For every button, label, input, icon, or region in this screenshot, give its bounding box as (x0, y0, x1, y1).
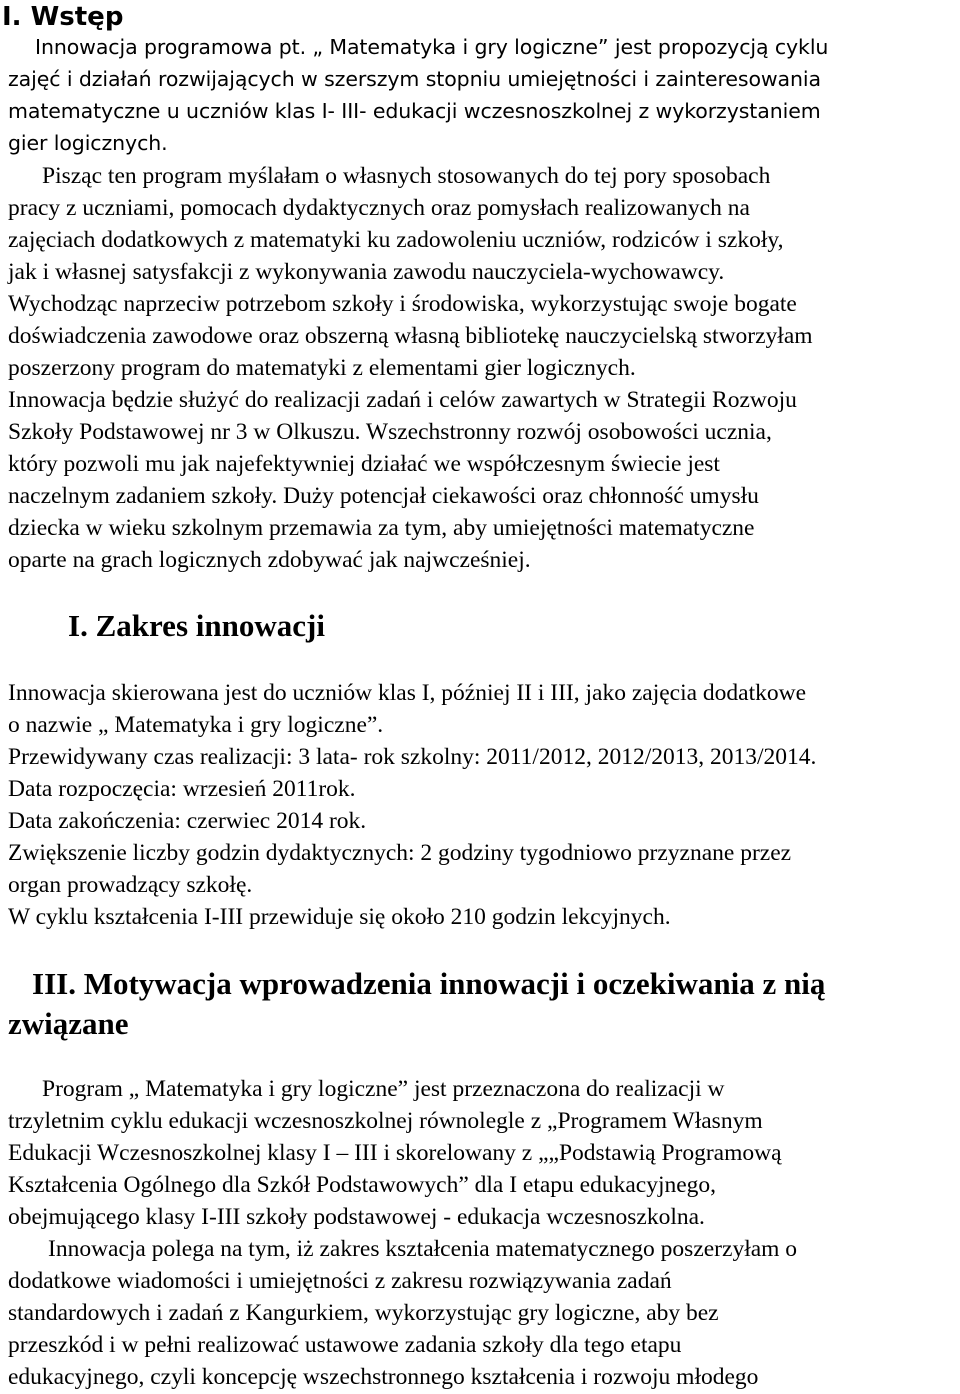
paragraph-line: dodatkowe wiadomości i umiejętności z zakresu rozwiązywania zadań (8, 1268, 672, 1294)
paragraph-line: W cyklu kształcenia I-III przewiduje się około 210 godzin lekcyjnych. (8, 904, 671, 930)
paragraph-line: gier logicznych. (8, 131, 168, 155)
paragraph-line: Edukacji Wczesnoszkolnej klasy I – III i skorelowany z „„Podstawią Programową (8, 1140, 782, 1166)
paragraph-line: Program „ Matematyka i gry logiczne” jest przeznaczona do realizacji w (42, 1076, 725, 1102)
paragraph-line: jak i własnej satysfakcji z wykonywania zawodu nauczyciela-wychowawcy. (8, 259, 725, 285)
paragraph-line: Innowacja będzie służyć do realizacji zadań i celów zawartych w Strategii Rozwoju (8, 387, 797, 413)
section-heading: III. Motywacja wprowadzenia innowacji i oczekiwania z nią (32, 966, 826, 1001)
paragraph-line: Innowacja polega na tym, iż zakres kształcenia matematycznego poszerzyłam o (48, 1236, 798, 1262)
section-heading: związane (8, 1006, 129, 1041)
paragraph-line: oparte na grach logicznych zdobywać jak najwcześniej. (8, 547, 531, 573)
paragraph-line: standardowych i zadań z Kangurkiem, wykorzystując gry logiczne, aby bez (8, 1300, 719, 1326)
paragraph-line: organ prowadzący szkołę. (8, 872, 253, 898)
paragraph-line: matematyczne u uczniów klas I- III- edukacji wczesnoszkolnej z wykorzystaniem (8, 99, 821, 123)
paragraph-line: naczelnym zadaniem szkoły. Duży potencjał ciekawości oraz chłonność umysłu (8, 483, 759, 509)
paragraph-line: Wychodząc naprzeciw potrzebom szkoły i środowiska, wykorzystując swoje bogate (8, 291, 797, 317)
paragraph-line: przeszkód i w pełni realizować ustawowe zadania szkoły dla tego etapu (8, 1332, 682, 1358)
paragraph-line: Kształcenia Ogólnego dla Szkół Podstawowych” dla I etapu edukacyjnego, (8, 1172, 717, 1198)
paragraph-line: Przewidywany czas realizacji: 3 lata- rok szkolny: 2011/2012, 2012/2013, 2013/2014. (8, 744, 817, 770)
section-heading: I. Zakres innowacji (68, 608, 325, 643)
paragraph-line: Szkoły Podstawowej nr 3 w Olkuszu. Wszechstronny rozwój osobowości ucznia, (8, 419, 772, 445)
paragraph-line: dziecka w wieku szkolnym przemawia za tym, aby umiejętności matematyczne (8, 515, 755, 541)
paragraph-line: Data zakończenia: czerwiec 2014 rok. (8, 808, 367, 834)
paragraph-line: obejmującego klasy I-III szkoły podstawowej - edukacja wczesnoszkolna. (8, 1204, 705, 1230)
paragraph-line: który pozwoli mu jak najefektywniej działać we współczesnym świecie jest (8, 451, 720, 477)
paragraph-line: Data rozpoczęcia: wrzesień 2011rok. (8, 776, 356, 802)
paragraph-line: Zwiększenie liczby godzin dydaktycznych: 2 godziny tygodniowo przyznane przez (8, 840, 792, 866)
paragraph-line: Innowacja programowa pt. „ Matematyka i gry logiczne” jest propozycją cyklu (35, 35, 829, 59)
paragraph-line: pracy z uczniami, pomocach dydaktycznych oraz pomysłach realizowanych na (8, 195, 750, 221)
paragraph-line: Innowacja skierowana jest do uczniów klas I, później II i III, jako zajęcia dodatkowe (8, 680, 807, 706)
section-heading: I. Wstęp (2, 2, 124, 32)
paragraph-line: o nazwie „ Matematyka i gry logiczne”. (8, 712, 384, 738)
paragraph-line: zajęć i działań rozwijających w szerszym stopniu umiejętności i zainteresowania (8, 67, 821, 91)
paragraph-line: edukacyjnego, czyli koncepcję wszechstronnego kształcenia i rozwoju młodego (8, 1364, 759, 1390)
paragraph-line: zajęciach dodatkowych z matematyki ku zadowoleniu uczniów, rodziców i szkoły, (8, 227, 784, 253)
paragraph-line: doświadczenia zawodowe oraz obszerną własną bibliotekę nauczycielską stworzyłam (8, 323, 813, 349)
paragraph-line: trzyletnim cyklu edukacji wczesnoszkolnej równolegle z „Programem Własnym (8, 1108, 763, 1134)
paragraph-line: Pisząc ten program myślałam o własnych stosowanych do tej pory sposobach (42, 163, 771, 189)
paragraph-line: poszerzony program do matematyki z elementami gier logicznych. (8, 355, 636, 381)
